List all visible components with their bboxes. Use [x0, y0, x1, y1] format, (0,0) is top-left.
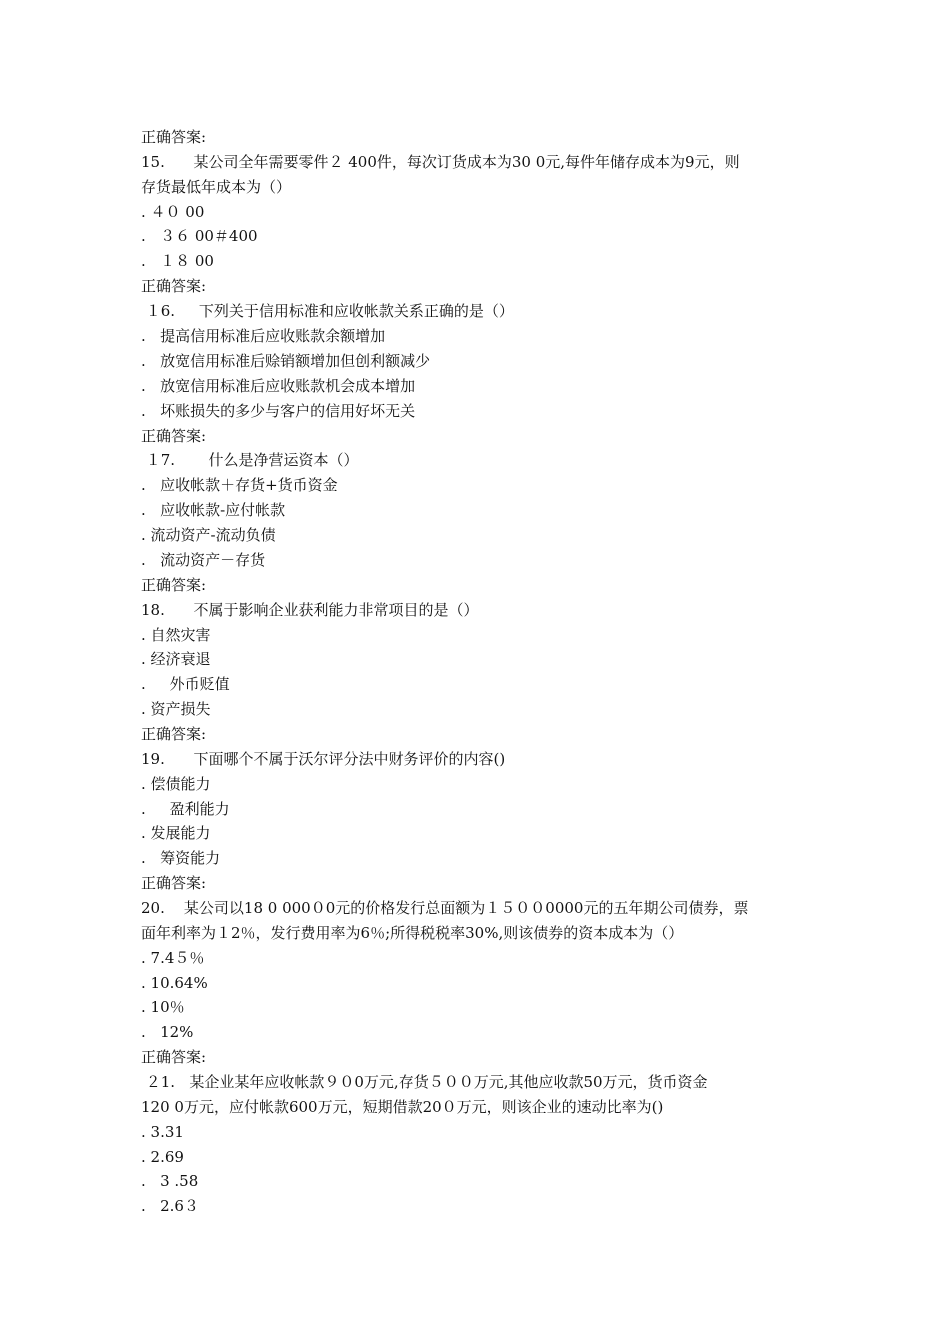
question-16-text: １6. 下列关于信用标准和应收帐款关系正确的是（） — [141, 302, 514, 320]
option-line: . 经济衰退 — [141, 650, 211, 668]
option-line: . 资产损失 — [141, 700, 211, 718]
option-line: . 发展能力 — [141, 824, 211, 842]
option-line: . ４０ 00 — [141, 203, 205, 221]
answer-label: 正确答案: — [141, 874, 207, 892]
option-line: . 偿债能力 — [141, 775, 211, 793]
option-line: . 2.6３ — [141, 1197, 199, 1215]
option-line: . 放宽信用标准后应收账款机会成本增加 — [141, 377, 416, 395]
option-line: . 流动资产－存货 — [141, 551, 266, 569]
option-line: . 应收帐款＋存货+货币资金 — [141, 476, 338, 494]
option-line: . 3 .58 — [141, 1172, 199, 1190]
option-line: . 放宽信用标准后赊销额增加但创利额减少 — [141, 352, 431, 370]
answer-label: 正确答案: — [141, 1048, 207, 1066]
answer-label: 正确答案: — [141, 128, 207, 146]
option-line: . 坏账损失的多少与客户的信用好坏无关 — [141, 402, 416, 420]
option-line: . 自然灾害 — [141, 626, 211, 644]
question-15-text-cont: 存货最低年成本为（） — [141, 178, 292, 196]
answer-label: 正确答案: — [141, 277, 207, 295]
option-line: . 筹资能力 — [141, 849, 221, 867]
question-17-text: １7. 什么是净营运资本（） — [141, 451, 359, 469]
option-line: . 提高信用标准后应收账款余额增加 — [141, 327, 386, 345]
option-line: . １８ 00 — [141, 252, 214, 270]
answer-label: 正确答案: — [141, 725, 207, 743]
option-line: . 7.4５％ — [141, 949, 205, 967]
question-19-text: 19. 下面哪个不属于沃尔评分法中财务评价的内容() — [141, 750, 506, 768]
option-line: . 3.31 — [141, 1123, 184, 1141]
question-18-text: 18. 不属于影响企业获利能力非常项目的是（） — [141, 601, 479, 619]
option-line: . 盈利能力 — [141, 800, 230, 818]
answer-label: 正确答案: — [141, 576, 207, 594]
answer-label: 正确答案: — [141, 427, 207, 445]
option-line: . 外币贬值 — [141, 675, 230, 693]
question-15-text: 15. 某公司全年需要零件２ 400件，每次订货成本为30 0元,每件年储存成本为9元，则 — [141, 153, 740, 171]
question-20-text-cont: 面年利率为１2％，发行费用率为6％;所得税税率30%,则该债券的资本成本为（） — [141, 924, 684, 942]
option-line: . ３６ 00＃400 — [141, 227, 258, 245]
option-line: . 应收帐款-应付帐款 — [141, 501, 286, 519]
question-21-text: ２1. 某企业某年应收帐款９０0万元,存货５００万元,其他应收款50万元，货币资金 — [141, 1073, 708, 1091]
option-line: . 12% — [141, 1023, 194, 1041]
option-line: . 10.64% — [141, 974, 208, 992]
question-21-text-cont: 120 0万元，应付帐款600万元，短期借款20０万元，则该企业的速动比率为() — [141, 1098, 664, 1116]
option-line: . 2.69 — [141, 1148, 184, 1166]
option-line: . 10％ — [141, 998, 185, 1016]
question-20-text: 20. 某公司以18 0 000０0元的价格发行总面额为１５００0000元的五年期公司债券，票 — [141, 899, 749, 917]
option-line: . 流动资产-流动负债 — [141, 526, 276, 544]
